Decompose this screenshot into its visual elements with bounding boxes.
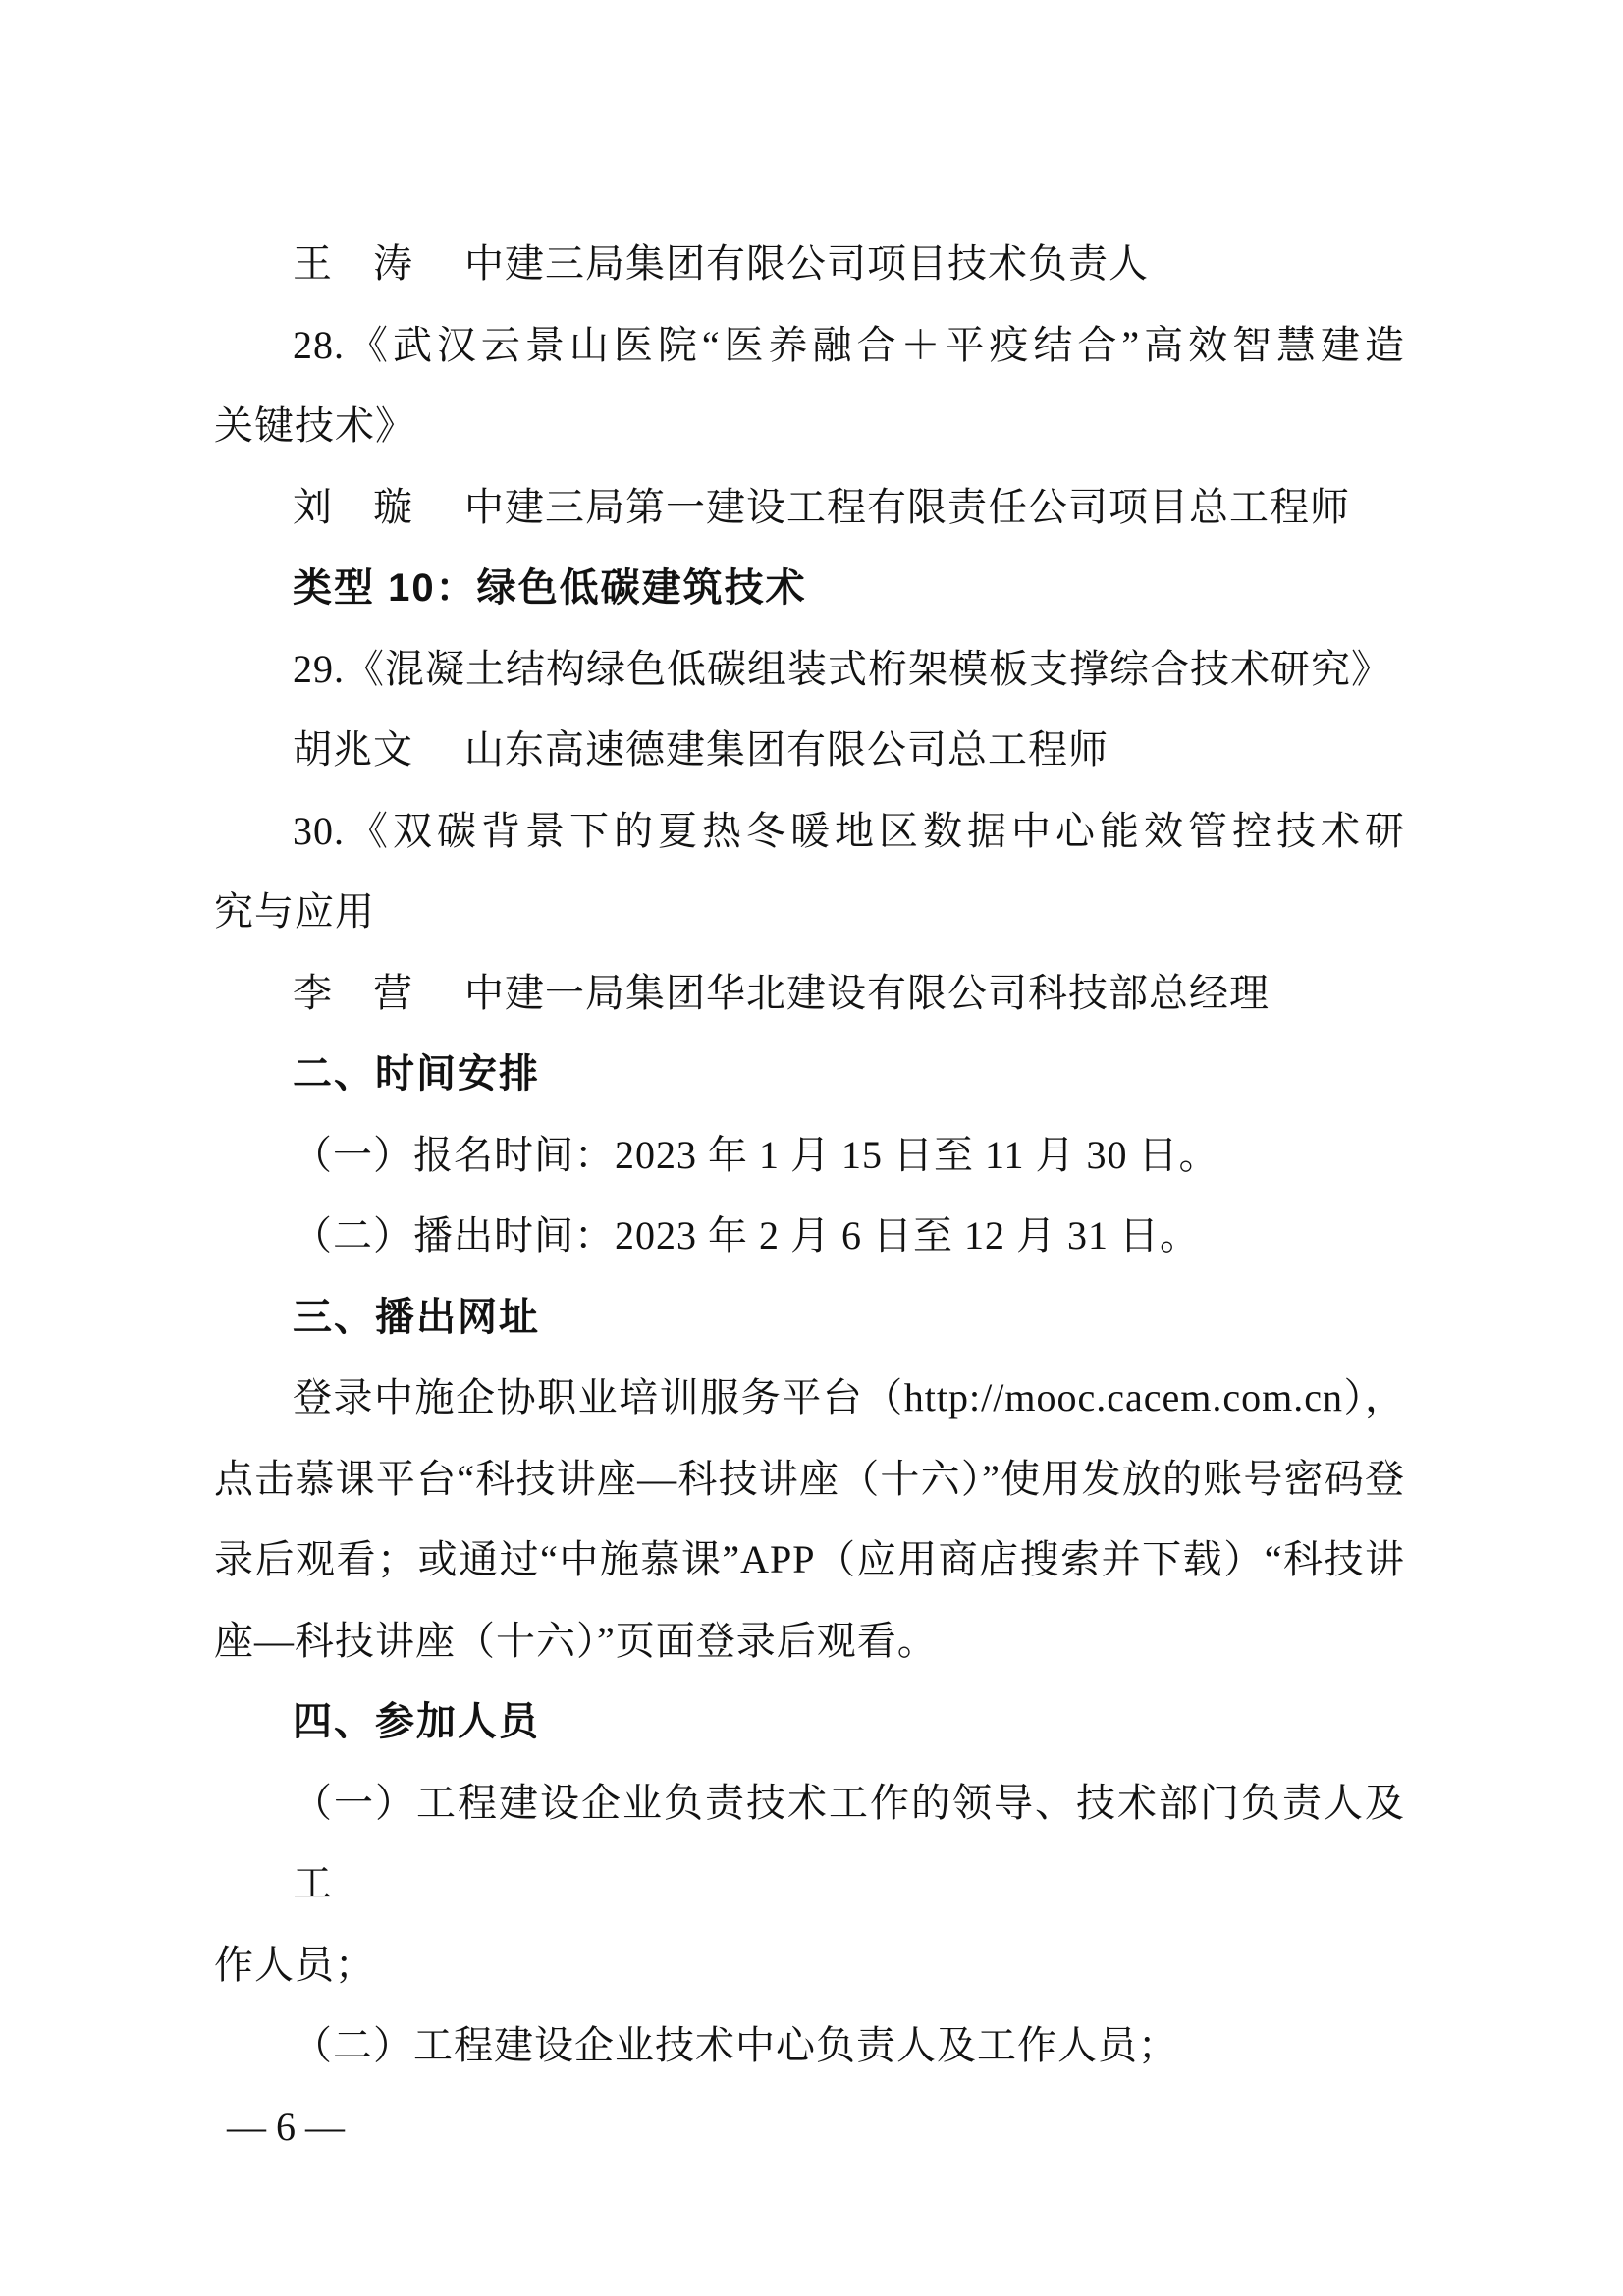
section-heading: 类型 10：绿色低碳建筑技术: [293, 566, 807, 610]
document-line: 点击慕课平台“科技讲座—科技讲座（十六）”使用发放的账号密码登: [214, 1456, 1405, 1501]
document-line: 关键技术》: [214, 403, 415, 448]
document-line: 王 涛 中建三局集团有限公司项目技术负责人: [293, 241, 1149, 286]
document-line: 李 营 中建一局集团华北建设有限公司科技部总经理: [293, 970, 1270, 1015]
document-line: （二）播出时间：2023 年 2 月 6 日至 12 月 31 日。: [293, 1213, 1200, 1257]
page-number: — 6 —: [227, 2104, 345, 2149]
document-line: （二）工程建设企业技术中心负责人及工作人员；: [293, 2023, 1178, 2067]
document-line: 28.《武汉云景山医院“医养融合＋平疫结合”高效智慧建造: [293, 322, 1405, 367]
document-line: （一）报名时间：2023 年 1 月 15 日至 11 月 30 日。: [293, 1132, 1219, 1177]
document-line: 究与应用: [214, 889, 375, 934]
document-lines: [214, 224, 1405, 2087]
section-heading: 三、播出网址: [293, 1295, 540, 1339]
document-line: 29.《混凝土结构绿色低碳组装式桁架模板支撑综合技术研究》: [293, 646, 1391, 691]
document-line: 刘 璇 中建三局第一建设工程有限责任公司项目总工程师: [293, 484, 1350, 529]
section-heading: 四、参加人员: [293, 1700, 540, 1743]
document-body: [214, 224, 1405, 2167]
document-line: 作人员；: [214, 1942, 375, 1987]
document-line: 30.《双碳背景下的夏热冬暖地区数据中心能效管控技术研: [293, 808, 1405, 853]
document-line: 登录中施企协职业培训服务平台（http://mooc.cacem.com.cn），: [293, 1375, 1405, 1419]
document-line: 胡兆文 山东高速德建集团有限公司总工程师: [293, 727, 1109, 772]
section-heading: 二、时间安排: [293, 1052, 540, 1095]
document-line: 录后观看；或通过“中施慕课”APP（应用商店搜索并下载）“科技讲: [214, 1537, 1405, 1581]
document-line: 座—科技讲座（十六）”页面登录后观看。: [214, 1618, 938, 1663]
document-line: （一）工程建设企业负责技术工作的领导、技术部门负责人及工: [293, 1780, 1405, 1905]
